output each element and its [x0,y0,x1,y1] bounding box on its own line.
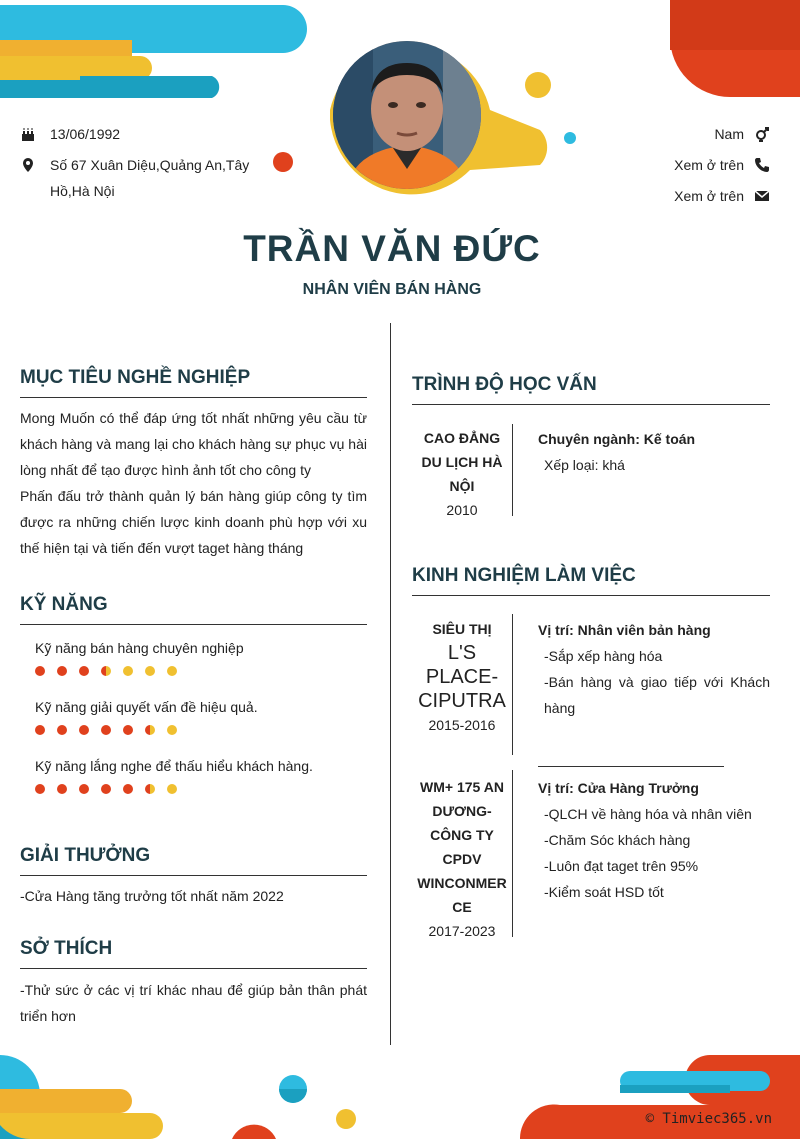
rating-dot [167,784,177,794]
rating-dot [79,784,89,794]
rating-dot [101,725,111,735]
job-years: 2015-2016 [428,717,496,733]
email-row [560,183,770,209]
job-duty: -Luôn đạt taget trên 95% [544,858,699,874]
envelope-icon [744,183,770,209]
skill-rating [35,725,177,735]
job-org-block [412,775,512,943]
experience-title: KINH NGHIỆM LÀM VIỆC [412,565,770,596]
gender-row [560,121,770,147]
hobbies-title: SỞ THÍCH [20,938,367,969]
education-title: TRÌNH ĐỘ HỌC VẤN [412,374,770,405]
location-pin-icon [20,152,50,178]
birthday-text: 13/06/1992 [50,126,121,142]
timeline-line [512,614,513,755]
person-photo-icon [333,41,481,189]
birthday-cake-icon [20,121,50,147]
job-duty: -Bán hàng và giao tiếp với Khách hàng [544,674,770,716]
education-school-block [412,426,512,522]
job-separator [538,766,724,767]
job-duty: -Chăm Sóc khách hàng [544,832,691,848]
gender-icon [744,121,770,147]
birthday-row [20,121,270,147]
job-duty: -Sắp xếp hàng hóa [544,648,663,664]
rating-dot [57,666,67,676]
objective-title: MỤC TIÊU NGHỀ NGHIỆP [20,367,367,398]
job-position: Vị trí: Nhân viên bản hàng [538,622,711,638]
skill-name: Kỹ năng lắng nghe để thấu hiểu khách hàng. [35,758,313,774]
rating-dot [123,725,133,735]
education-major: Chuyên ngành: Kế toán [538,431,696,447]
rating-dot [167,725,177,735]
objective-paragraph-1: Mong Muốn có thể đáp ứng tốt nhất những yêu cầu từ khách hàng và mang lại cho khách hàng sự phục vụ hài lòng nhất để tạo được hình ảnh tốt cho công ty [20,410,367,478]
hobbies-text: -Thử sức ở các vị trí khác nhau để giúp bản thân phát triển hơn [20,982,367,1024]
rating-dot [79,725,89,735]
rating-dot [167,666,177,676]
school-name: CAO ĐẲNG DU LỊCH HÀ NỘI [421,430,503,494]
bottom-left-decoration [0,1055,360,1139]
education-grade: Xếp loại: khá [544,457,625,473]
rating-dot [101,784,111,794]
address-row [20,152,270,204]
job-duty: -Kiểm soát HSD tốt [544,884,664,900]
avatar [333,41,481,189]
candidate-name: TRẦN VĂN ĐỨC [243,228,541,269]
skill-rating [35,666,177,676]
timeline-line [512,770,513,937]
awards-text: -Cửa Hàng tăng trưởng tốt nhất năm 2022 [20,888,284,904]
top-right-decoration [670,0,800,100]
address-text: Số 67 Xuân Diệu,Quảng An,Tây Hồ,Hà Nội [50,157,250,199]
rating-dot [35,784,45,794]
rating-dot [57,784,67,794]
gender-text: Nam [714,126,744,142]
email-text: Xem ở trên [674,188,744,204]
skill-rating [35,784,177,794]
rating-dot [123,784,133,794]
rating-dot [145,725,155,735]
job-org-line: WM+ 175 AN DƯƠNG-CÔNG TY CPDV WINCONMER CE [417,779,507,915]
phone-icon [744,152,770,178]
rating-dot [145,784,155,794]
rating-dot [101,666,111,676]
timeline-line [512,424,513,516]
job-org-block [412,617,512,737]
job-org-line: L'S PLACE-CIPUTRA [418,642,506,712]
job-duty: -QLCH về hàng hóa và nhân viên [544,806,752,822]
rating-dot [79,666,89,676]
job-details [538,775,770,905]
rating-dot [35,725,45,735]
skill-name: Kỹ năng giải quyết vấn đề hiệu quả. [35,699,258,715]
column-divider [390,323,391,1045]
rating-dot [145,666,155,676]
phone-row [560,152,770,178]
awards-title: GIẢI THƯỞNG [20,845,367,876]
watermark: © Timviec365.vn [645,1111,772,1127]
job-title: NHÂN VIÊN BÁN HÀNG [302,281,482,298]
education-details [538,426,770,478]
rating-dot [123,666,133,676]
education-year: 2010 [446,502,478,518]
rating-dot [57,725,67,735]
rating-dot [35,666,45,676]
job-org-line: SIÊU THỊ [432,621,492,637]
job-years: 2017-2023 [428,923,496,939]
skill-name: Kỹ năng bán hàng chuyên nghiệp [35,640,244,656]
job-position: Vị trí: Cửa Hàng Trưởng [538,780,699,796]
objective-paragraph-2: Phấn đấu trở thành quản lý bán hàng giúp công ty tìm được ra những chiến lược kinh doanh phù hợp với xu thế hiện tại và tiến đến vượt taget hàng tháng [20,488,367,556]
phone-text: Xem ở trên [674,157,744,173]
skills-title: KỸ NĂNG [20,594,367,625]
job-details [538,617,770,721]
